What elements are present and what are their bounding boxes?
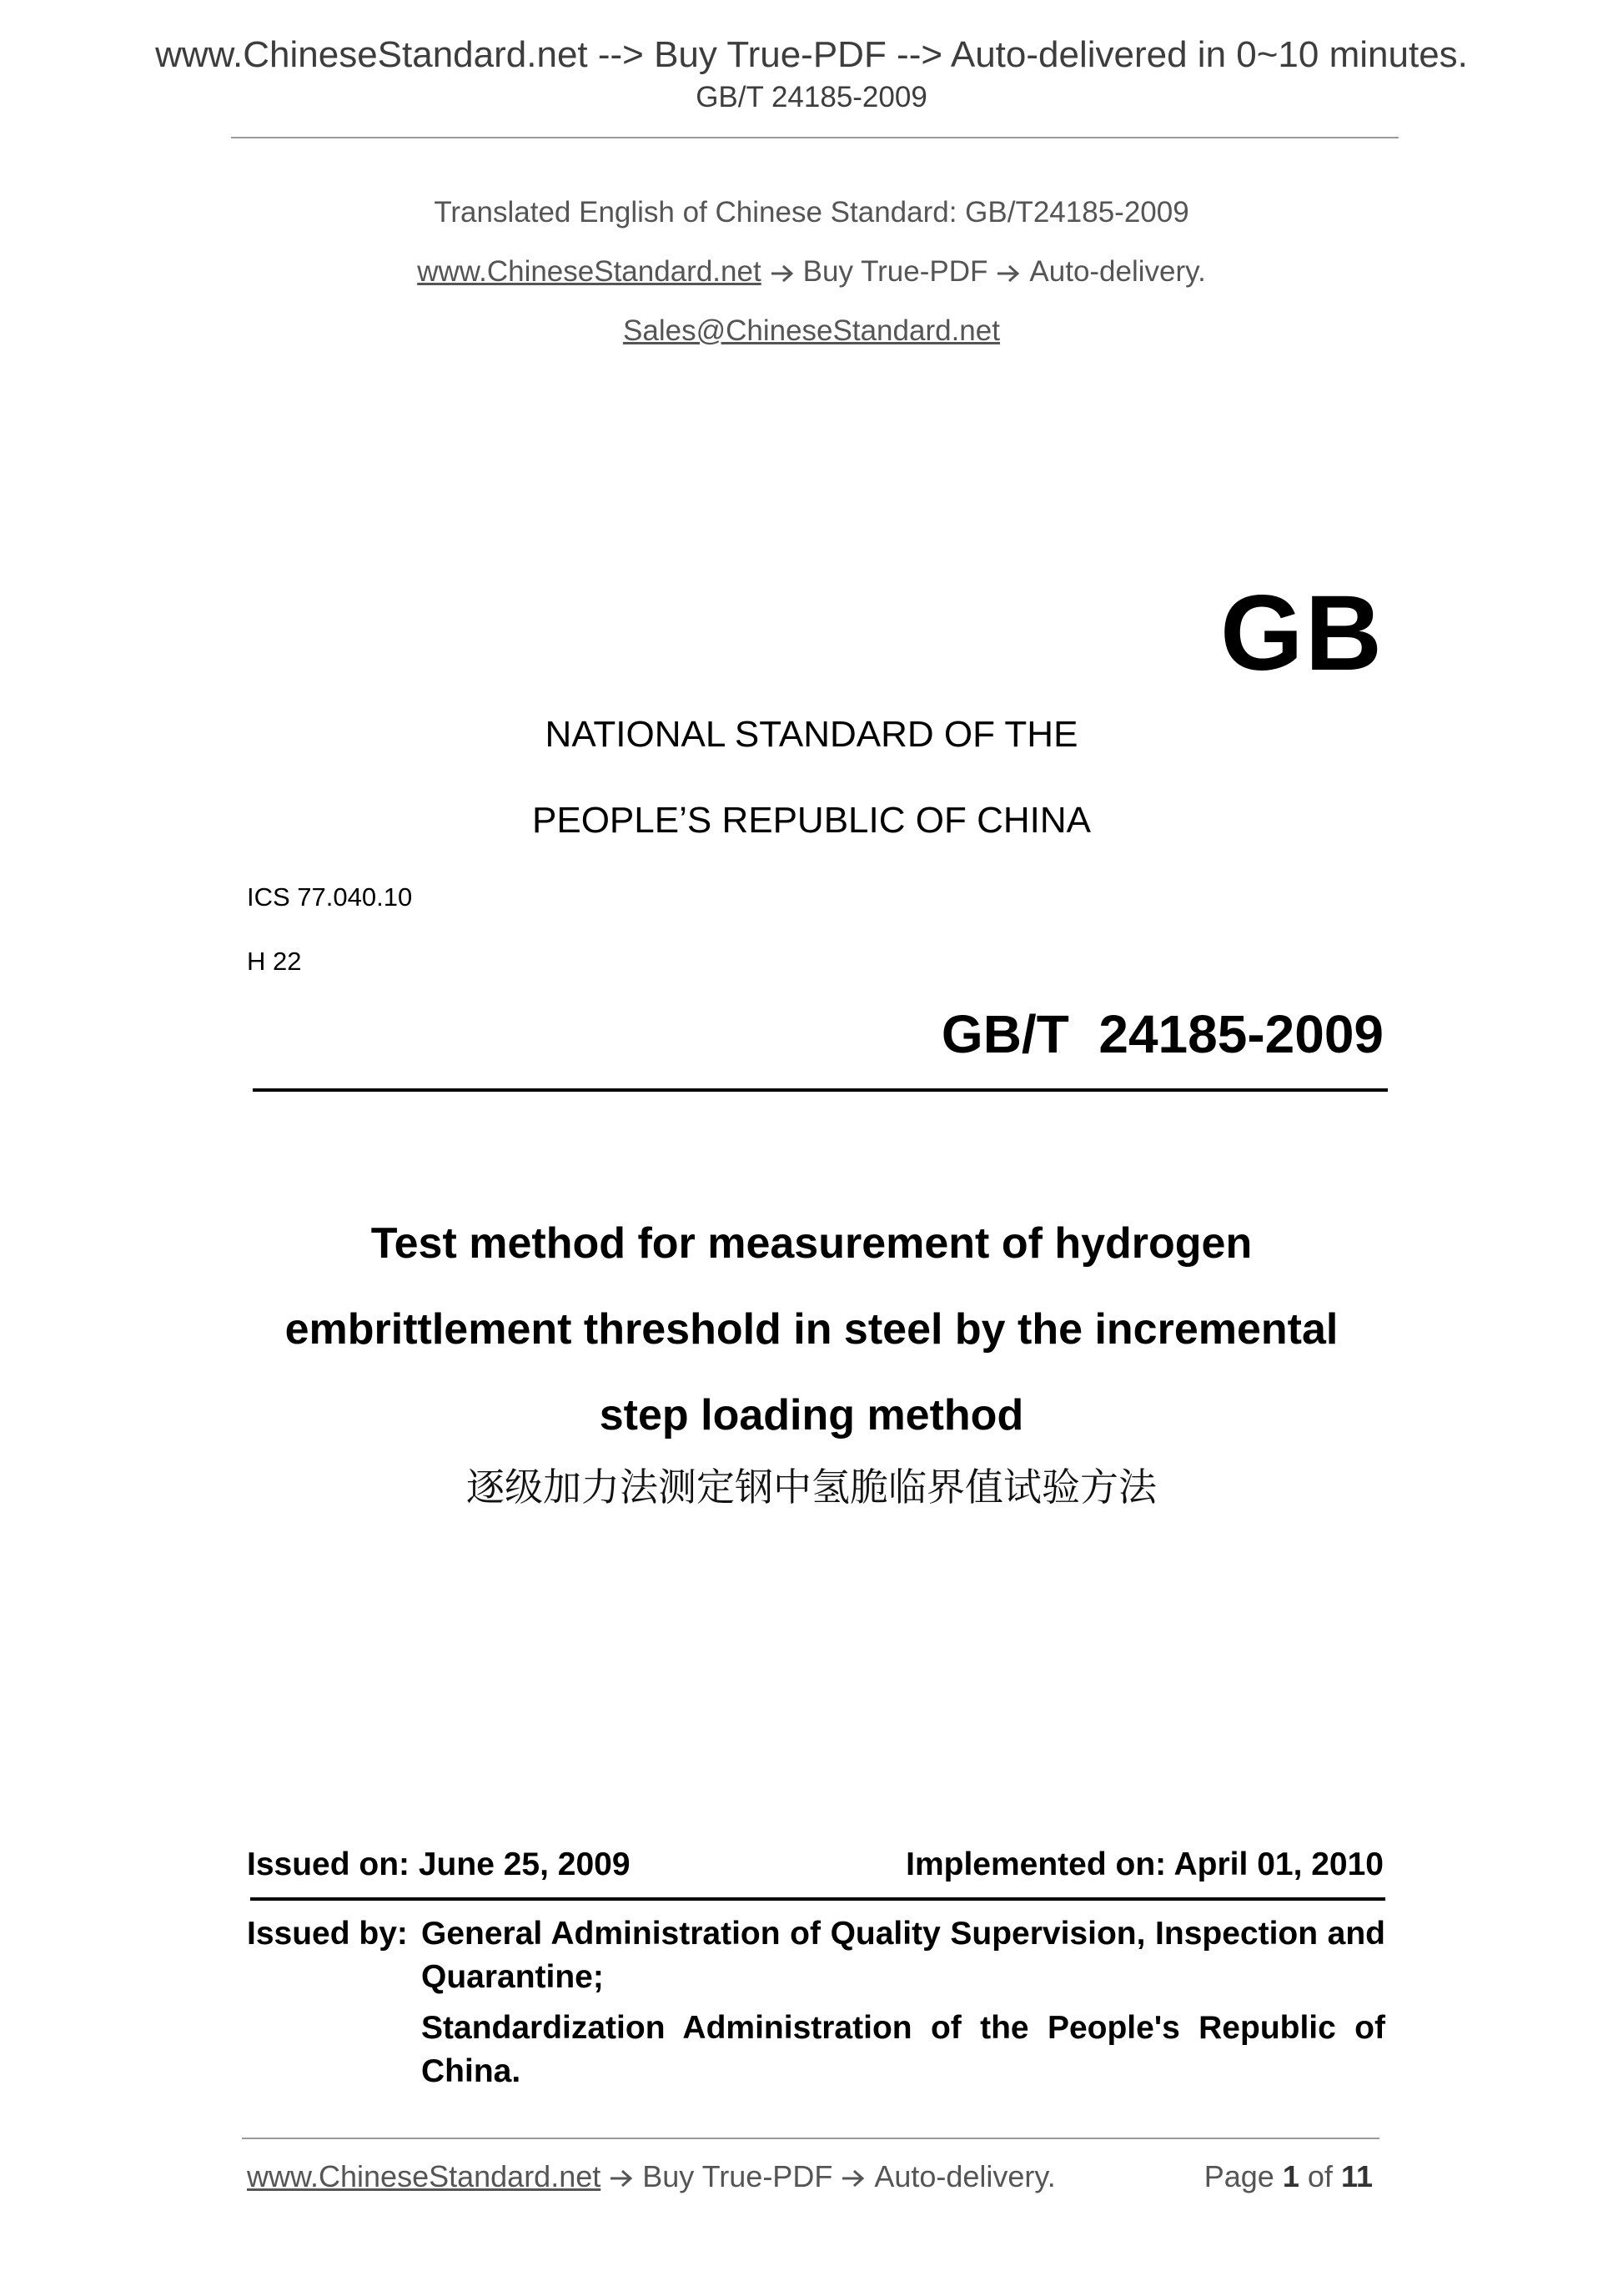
arrow-right-icon <box>609 2168 634 2188</box>
issuer-sac: Standardization Administration of the People's Republic of China. <box>421 2010 1385 2089</box>
header-standard-code: GB/T 24185-2009 <box>696 81 927 113</box>
page-label: Page <box>1203 2159 1274 2193</box>
implemented-on-date: Implemented on: April 01, 2010 <box>906 1846 1384 1882</box>
gb-logo: GB <box>1220 574 1384 693</box>
issued-on-date: Issued on: June 25, 2009 <box>247 1846 631 1882</box>
footer-buy-text: Buy True-PDF <box>642 2159 833 2193</box>
page-indicator <box>1204 2158 1373 2194</box>
national-standard-line-2: PEOPLE’S REPUBLIC OF CHINA <box>532 800 1091 841</box>
footer-divider <box>242 2138 1379 2139</box>
header-divider <box>231 137 1399 138</box>
site-link[interactable]: www.ChineseStandard.net <box>417 255 761 288</box>
top-banner: www.ChineseStandard.net --> Buy True-PDF --> Auto-delivered in 0~10 minutes. <box>155 34 1468 75</box>
footer-site-link[interactable]: www.ChineseStandard.net <box>247 2159 601 2193</box>
arrow-right-icon <box>841 2168 866 2188</box>
arrow-right-icon <box>770 264 795 284</box>
page-total: 11 <box>1340 2159 1373 2193</box>
chinese-title: 逐级加力法测定钢中氢脆临界值试验方法 <box>466 1465 1157 1510</box>
footer-links <box>247 2158 1056 2194</box>
arrow-right-icon <box>996 264 1021 284</box>
auto-delivery-text: Auto-delivery. <box>1029 255 1206 288</box>
standard-number: GB/T 24185-2009 <box>941 1004 1384 1064</box>
english-title: Test method for measurement of hydrogen embrittlement threshold in steel by the incremental step loading method <box>284 1219 1339 1439</box>
page-of-label: of <box>1307 2159 1333 2193</box>
ics-code: ICS 77.040.10 <box>247 882 413 912</box>
date-rule <box>250 1897 1385 1901</box>
sales-email-link[interactable]: Sales@ChineseStandard.net <box>623 314 1000 347</box>
footer-delivery-text: Auto-delivery. <box>874 2159 1056 2193</box>
standard-number-rule <box>253 1088 1388 1092</box>
sales-email-line <box>0 312 1623 350</box>
buy-true-pdf-text: Buy True-PDF <box>802 255 988 288</box>
translation-links <box>0 253 1623 291</box>
ccs-code: H 22 <box>247 947 302 976</box>
issuer-aqsiq: General Administration of Quality Supervision, Inspection and Quarantine; <box>421 1916 1385 1995</box>
national-standard-line-1: NATIONAL STANDARD OF THE <box>545 714 1078 755</box>
page-current: 1 <box>1282 2159 1299 2193</box>
translation-notice: Translated English of Chinese Standard: GB/T24185-2009 <box>434 196 1189 229</box>
issued-by-label: Issued by: <box>247 1916 408 1952</box>
